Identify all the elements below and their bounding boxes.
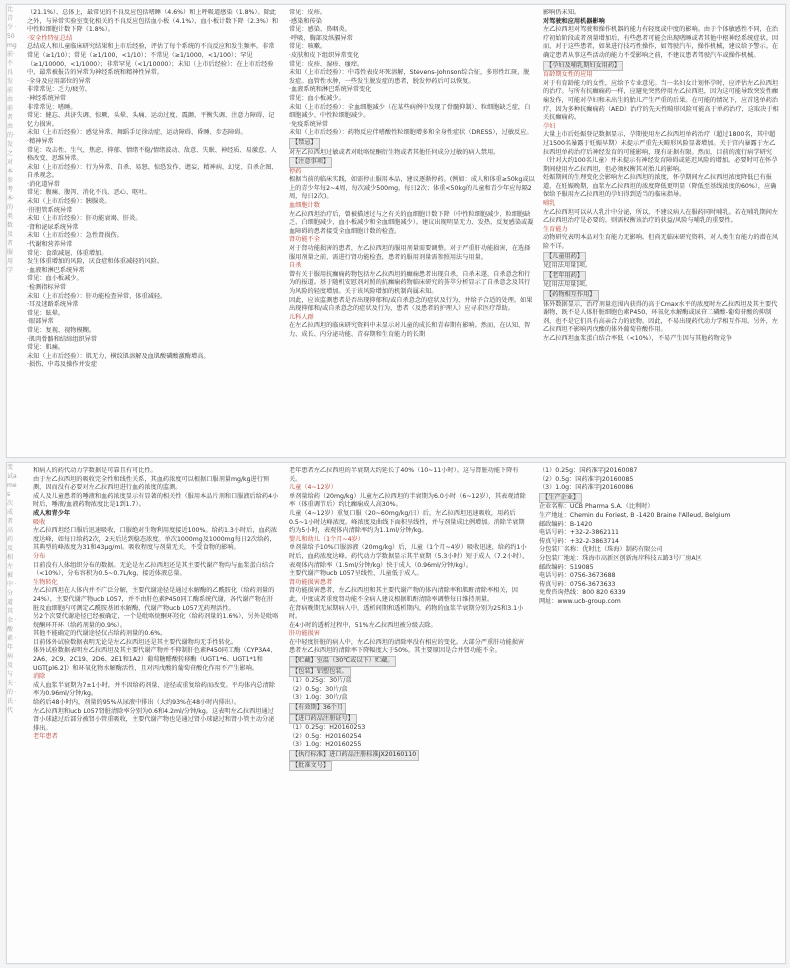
paragraph: 曾有关于服用抗癫痫药物包括左乙拉西坦的癫痫患者出现自杀，自杀未遂，自杀意念和行为的报道。基于随机安慰剂对照的抗癫痫药物临床研究的荟萃分析显示了自杀意念及其行为风险的轻度增加。关于该风险增加的机制尚属未知。 (289, 270, 531, 295)
column-right (539, 467, 779, 959)
paragraph: 根据当前的临床实践，如需停止服用本品，建议逐渐停药。(例如：成人和体重≥50kg或以上的青少年每2~4周，每次减少500mg，每日2次；体重<50kg的儿童和青少年应每隔2周，每日2次)。 (289, 176, 535, 201)
paragraph: 常见：感染、鼻咽炎。 (289, 26, 351, 34)
paragraph: 常见：皮疹。 (289, 9, 327, 16)
section-heading: 自杀 (289, 262, 302, 270)
paragraph: ·损伤、中毒及操作并发症 (27, 361, 98, 369)
paragraph: （3）1.0g：H20160255 (289, 741, 362, 749)
section-heading: 儿童（4~12岁） (289, 484, 337, 492)
paragraph: 未知（上市后经验）：感觉异常、舞蹈手足徐动症、运动障碍、昏睡、步态障碍。 (27, 129, 247, 137)
bracket-heading-label: 【批准文号】 (289, 761, 332, 772)
bracket-heading-label: 【老年用药】 (543, 271, 586, 282)
section-heading: 消除 (33, 673, 46, 681)
paragraph: 分包装厂名称：优时比（珠海）制药有限公司 (539, 546, 663, 554)
paragraph: 未知（上市后经验）：药物反应伴嗜酸性粒细胞增多和全身性症状（DRESS），过敏反应。 (289, 129, 533, 137)
paragraph: 未知（上市后经验）：肌无力，横纹肌溶解及血肌酸磷酸激酶增高。 (27, 352, 210, 360)
paragraph: ·免疫系统异常 (289, 120, 329, 128)
paragraph: 主要代谢产物ucb L057呈线性，儿童低于成人。 (289, 570, 423, 578)
paragraph: 未知（上市后经验）：胰腺炎。 (27, 198, 111, 206)
paragraph: 网址：www.ucb-group.com (539, 597, 621, 605)
paragraph: （3）1.0g：30片/盒 (289, 694, 348, 702)
paragraph: ·肌肉骨骼和结缔组织异常 (27, 335, 98, 343)
paragraph: 未知（上市后经验）：中毒性表皮坏死溶解，Stevens-Johnson综合征，多形性红斑，脱发症。血管性水肿，一些发生脱发症的患者，脱发停药后可以恢复。 (289, 69, 530, 85)
bracket-heading (539, 493, 779, 504)
bracket-heading (289, 656, 529, 667)
paragraph: 非常常见：乏力/疲劳。 (27, 86, 91, 94)
paragraph: 未知（上市后经验）：全血细胞减少（在某些病例中发现了骨髓抑制）、粒细胞缺乏症，白细胞减少、中性粒细胞减少。 (289, 103, 531, 120)
paragraph: 常见：肌痛。 (27, 344, 65, 352)
paragraph: 常见：血小板减少。 (289, 94, 345, 102)
column-middle (289, 9, 535, 453)
paragraph: 左乙拉西坦对驾驶和操作机器的能力有轻度或中度的影响。由于个体敏感性不同，在治疗初始阶段或者剂量增加后，有些患者可能会出现嗜睡或者其他中枢神经系统症状。因而，对于这些患者，如果进行技巧性操作，如驾驶汽车，操作机械，建议给予警示。在确定患者从事这些活动的能力不受影响之前，不建议患者驾驶汽车或操作机械。 (543, 26, 779, 59)
paragraph: 和病人的药代动力学数据是可靠且有可比性。 (33, 467, 157, 474)
bracket-heading-label: 【孕妇及哺乳期妇女用药】 (543, 61, 623, 72)
paragraph: ·血液和淋巴系统异常 (27, 266, 85, 274)
bracket-heading (289, 750, 529, 761)
paragraph: 给药后48小时内，剂量的95%从尿液中排出（大约93%在48小时内排出）。 (33, 699, 241, 707)
section-heading: 分布 (33, 552, 46, 560)
paragraph: 总结成人和儿童临床研究结果和上市后经验，评估了每个系统的不良反应和发生频率。非常常见（≥1/10）；常见（≥1/100，<1/10）；不常见（≥1/1000，<1/100）；罕见（≥1/10000，<1/1000）；非常罕见（<1/10000）；未知（上市后经验）：在上市后经验中，最常被报告的异常为神经系统和精神性异常。 (27, 43, 275, 77)
leaflet-scan-bottom (6, 462, 786, 964)
bracket-heading (543, 252, 781, 263)
section-heading: 老年患者 (33, 733, 58, 741)
paragraph: 目前没有人体组织分布的数据。无论是左乙拉西坦还是其主要代谢产物均与血浆蛋白结合（<10%），分布容积为0.5~0.7L/kg，接近体液总量。 (33, 561, 275, 578)
paragraph: ·全身及应用部位的异常 (27, 77, 91, 85)
paragraph: 肾功能损害患者，左乙拉西坦和其主要代谢产物的体内清除率和肌酐清除率相关，因此，中度或者重度肾功能不全病人建议根据肌酐清除率调整每日维持剂量。 (289, 587, 518, 603)
paragraph: 电话号码：+32-2-3862111 (539, 529, 619, 537)
paragraph: 左乙拉西坦经口服后迅速吸收，口服绝对生物利用度接近100%。给药1.3小时后，血药浓度达峰，如每日给药2次，2天后达到稳态浓度。单次1000mg及1000mg每日2次给药，其典型的峰浓度为31和43μg/ml。吸收程度与剂量无关，不受食物的影响。 (33, 527, 278, 552)
paragraph: 传真号码：+32-2-3863714 (539, 537, 619, 545)
paragraph: ·呼吸、胸部及纵膈异常 (289, 34, 353, 42)
bracket-heading-label: 【禁忌】 (289, 138, 320, 149)
paragraph: 在4小时的透析过程中，51%左乙拉西坦被分级去除。 (289, 621, 437, 629)
section-heading: 孕妇 (543, 122, 556, 130)
paragraph: 妊娠期间的生理变化会影响左乙拉西坦的浓度，怀孕期间左乙拉西坦浓度降低已有报道，在妊娠晚期，血浆左乙拉西坦的浓度降低更明显（降低至基线浓度的60%），应确保给予服用左乙拉西坦的孕妇得到适当的临床指导。 (543, 174, 777, 199)
paragraph: 在肾病晚期无尿期病人中，透析间期和透析期内，药物的血浆半衰期分别为25和3.1小时。 (289, 604, 524, 621)
paragraph: 成人血浆半衰期为7±1小时，并不因给药剂量、途径或重复给药而改变。平均体内总清除率为0.96ml/分钟/kg。 (33, 681, 275, 698)
paragraph: 邮政编码：B-1420 (539, 520, 593, 528)
paragraph: ·神经系统异常 (27, 94, 67, 102)
paragraph: 传真号码：0756-3673633 (539, 580, 616, 588)
paragraph: 体外试验数据表明左乙拉西坦及其主要代谢产物并不抑制肝色素P450同工酶（CYP3A4、2A6、2C9、2C19、2D6、2E1和1A2）葡萄糖醛酸转移酶（UGT1*6、UGT1*1和UGT[pl6.2]）和环氧化物水解酶活性，且对丙戊酸的葡萄苷酸化作用不产生影响。 (33, 647, 277, 672)
paragraph: （21.1%）、总体上，最常见的不良反应包括嗜睡（4.6%）和上呼吸道感染（1.8%）。除此之外，与异常实验室变化相关的不良反应包括血小板（4.1%）、血小板计数下降（2.3%）和中性粒细胞计数下降（1.8%）。 (27, 9, 279, 34)
bracket-heading (543, 271, 781, 282)
paragraph: （2）0.5g：国药准字J20160085 (539, 475, 634, 483)
paragraph: ·血液系统和淋巴系统异常变化 (289, 86, 372, 94)
paragraph: 常见：咳嗽。 (289, 43, 327, 51)
paragraph: 大量上市后妊娠登记数据显示，孕期使用左乙拉西坦单药治疗（超过1800名，其中超过1500名暴露于妊娠早期）未提示严重先天畸形风险显著增加。关于宫内暴露于左乙拉西坦单药治疗后神经发育的可能影响，现有证据有限。然而，目前的流行病学研究（针对大约100名儿童）并未提示有神经发育障碍或延迟风险的增加。必要时可在怀孕期间使用左乙拉西坦，但必须权衡其对胎儿的影响。 (543, 131, 778, 173)
bracket-heading (289, 138, 535, 149)
bracket-heading-label: 【执行标准】进口药品注册标准JX20160110 (289, 750, 419, 761)
paragraph: 左乙拉西坦血浆蛋白结合率低（<10%），不易产生因与其他药物竞争 (543, 334, 733, 342)
paragraph: ·肾和泌尿系统异常 (27, 223, 79, 231)
paragraph: 左乙拉西坦可以从人乳汁中分泌，所以，不建议病人在服药同时哺乳。若在哺乳期间左乙拉西坦治疗是必要的，则需权衡该治疗的获益/风险与哺乳的重要性。 (543, 208, 779, 225)
paragraph: （3）1.0g：国药准字J20160086 (539, 484, 634, 492)
paragraph: （2）0.5g：30片/盒 (289, 685, 348, 693)
column-middle (289, 467, 529, 959)
paragraph: （1）0.25g：H20160253 (289, 724, 366, 732)
paragraph: 左乙拉西坦治疗后，曾被描述过与之有关的血细胞计数下降（中性粒细胞减少、粒细胞缺乏、白细胞减少、血小板减少和全血细胞减少）。建议出现明显无力、发热、反复感染或凝血障碍的患者接受全血细胞计数的检查。 (289, 210, 534, 235)
paragraph: 常见：皮疹、湿疹、瘙痒。 (289, 60, 364, 68)
paragraph: 生产地址：Chemin du Foriest, B -1420 Braine l'Alleud, Belgium (539, 511, 731, 519)
paragraph: 邮政编码：519085 (539, 563, 594, 571)
paragraph: 电话号码：0756-3673688 (539, 572, 616, 580)
paragraph: 其他不能确定的代谢途径仅占给药剂量的0.6%。 (33, 630, 167, 638)
section-heading: 停药 (289, 167, 302, 175)
paragraph: 单剂量给药（20mg/kg）儿童左乙拉西坦的半衰期为6.0小时（6~12岁），其表观清除率（体重调节后）约比癫痫成人高30%。 (289, 492, 526, 509)
paragraph: 常见：健忘、共济失调、惊厥、头晕、头痛、运动过度、震颤、平衡失调、注意力障碍、记忆力损害。 (27, 112, 275, 128)
paragraph: 非常常见：嗜睡。 (27, 103, 77, 111)
bracket-heading-label: 【有效期】36个月 (289, 703, 346, 714)
column-right (543, 9, 781, 453)
bracket-heading-label: 【注意事项】 (289, 157, 332, 168)
paragraph: 企业名称：UCB Pharma S.A.（比利时） (539, 503, 654, 511)
paragraph: 分包装厂地址：珠海市高新区创新海岸科技五路3号厂房A区 (539, 554, 702, 562)
section-heading: 儿科人群 (289, 313, 314, 321)
bracket-heading (289, 157, 535, 168)
paragraph: 未知（上市后经验）：行为异常、自杀、易怒、惊恐发作、谵妄、精神病、幻觉、自杀企图、自杀观念。 (27, 163, 278, 180)
section-heading: 生物转化 (33, 578, 58, 586)
paragraph: 儿童（4~12岁）重复口服（20~60mg/kg/日）后，左乙拉西坦迅速吸收，用药后0.5~1小时达峰浓度。峰浓度及曲线下面积呈线性，并与剂量成比例增加。消除半衰期约为5小时，表观体内清除率约为1.1ml/分钟/kg。 (289, 509, 525, 535)
paragraph: 对于肾功能损害的患者，左乙拉西坦的服用剂量需要调整。对于严重肝功能损害，在选择服用剂量之前，需进行肾功能检查，患者的服用剂量需参照用法与用量。 (289, 245, 531, 261)
paragraph: 目前体外试验数据表明无论是左乙拉西坦还是其主要代谢物均无手性转化。 (33, 638, 238, 646)
bracket-heading-label: 【贮藏】室温（30℃或以下）贮藏。 (289, 656, 396, 667)
paragraph: （1）0.25g：30片/盒 (289, 677, 352, 685)
paragraph: 常见：食欲减退、体重增加。 (27, 249, 108, 257)
paragraph: 常见：攻击性、生气、焦虑、抑郁、情绪不稳/情绪波动、敌意、失眠、神经质、易激惹、人格改变、思维异常。 (27, 146, 277, 163)
section-heading: 吸收 (33, 518, 46, 526)
paragraph: 对左乙拉西坦过敏或者对吡咯烷酮衍生物或者其他任何成分过敏的病人禁用。 (289, 148, 500, 156)
paragraph: 常见：腹痛、腹泻、消化不良、恶心、呕吐。 (27, 189, 151, 197)
paragraph: 见[用法用量]项。 (543, 281, 592, 289)
section-heading: 婴儿和幼儿（1个月~4岁） (289, 535, 364, 543)
paragraph: （1）0.25g：国药准字J20160087 (539, 467, 638, 474)
section-heading: ·安全性特征总结 (27, 34, 73, 42)
paragraph: 因此，应该监测患者是否出现抑郁和/或自杀意念的症状及行为，并给予合适的处理。如果出现抑郁和/或自杀意念的症状及行为，患者（及患者的护理人）应寻求医疗帮助。 (289, 296, 533, 313)
paragraph: 对于有育龄能力的女性，应给予专业意见。当一名妇女计划怀孕时，应评估左乙拉西坦的治疗。与所有抗癫痫药一样，应避免突然停用左乙拉西坦，因为这可能导致突发性癫痫发作，可能对孕妇和未出生的胎儿产生严重的后果。在可能的情况下，应首选单药治疗，因为多种抗癫痫药（AED）治疗的先天性畸形风险可能高于单药治疗，这取决于相关抗癫痫药。 (543, 79, 779, 122)
paragraph: ·代谢和营养异常 (27, 241, 73, 249)
paragraph: ·眼部异常 (27, 318, 54, 326)
paragraph: 在中轻度肝脏的病人中，左乙拉西坦的清除率没有相应的变化。大部分严重肝功能损害患者左乙拉西坦的清除率下降幅度大于50%，其主要原因是合并肾功能不全。 (289, 638, 525, 655)
paragraph: 动物研究表明本品对生育能力无影响。但尚无临床研究资料，对人类生育能力的潜在风险不详。 (543, 234, 779, 251)
column-left (27, 9, 279, 453)
paragraph: 单剂量给予10%口服溶液（20mg/kg）后，儿童（1个月~4岁）吸收迅速，给药约1小时后，血药浓度达峰。药代动力学数据显示其半衰期（5.3小时）短于成人（7.2小时），表观体内清除率（1.5ml/分钟/kg）快于成人（0.96ml/分钟/kg）。 (289, 544, 529, 569)
paragraph: 老年患者左乙拉西坦的半衰期大约延长了40%（10~11小时）。这与肾脏功能下降有关。 (289, 467, 519, 483)
section-heading: 生育能力 (543, 225, 568, 233)
bracket-heading-label: 【进口药品注册证号】 (289, 714, 357, 725)
bracket-heading-label: 【儿童用药】 (543, 252, 586, 263)
section-heading: 肾功能损害患者 (289, 578, 333, 586)
paragraph: （2）0.5g：H20160254 (289, 732, 362, 740)
paragraph: ·肝胆管系统异常 (27, 206, 73, 214)
section-heading: 肾功能不全 (289, 236, 320, 244)
section-heading: 成人和青少年 (33, 509, 71, 517)
section-heading: 哺乳 (543, 200, 556, 208)
bracket-heading (289, 703, 529, 714)
left-edge-fragment: 变试ames 次成者高药及相左被中 ·分道 其余 ·酸素 ·年病 及与天 ·的 ·氏 ·代 (7, 464, 17, 714)
section-heading: 血细胞计数 (289, 202, 320, 210)
paragraph: 发生体重增加的风险，厌食症和体重减轻的风险。 (27, 258, 164, 266)
bracket-heading (289, 761, 529, 772)
paragraph: 由于左乙拉西坦的吸收完全性和线性关系，其血药浓度可以根据口服剂量mg/kg进行预测，因而没有必要对左乙拉西坦进行血药浓度的监测。 (33, 475, 270, 492)
paragraph: 左乙拉西坦在人体内并不广泛分解，主要代谢途径是通过水解酶的乙酰胺化（给药剂量的24%），主要代谢产物ucb L057，并不由肝色素P450同工酶系统代谢，各代谢产物在肝脏及血细胞内可测定乙酰胺基团水解酶，代谢产物ucb L057无药理活性。 (33, 587, 275, 612)
paragraph: ·皮肤和皮下组织异常变化 (289, 51, 360, 59)
paragraph: ·检测指标异常 (27, 284, 67, 291)
paragraph: 见[用法用量]项。 (543, 262, 592, 270)
bracket-heading-label: 【生产企业】 (539, 493, 582, 504)
paragraph: ·消化道异常 (27, 180, 60, 188)
bracket-heading (543, 61, 781, 72)
bracket-heading-label: 【药物相互作用】 (543, 290, 599, 301)
bracket-heading (543, 290, 781, 301)
bracket-heading (289, 667, 529, 678)
leaflet-scan-top (6, 4, 786, 458)
paragraph: ·耳及迷路系统异常 (27, 301, 79, 309)
paragraph: 未知（上市后经验）：肝功能衰竭、肝炎。 (27, 215, 142, 223)
paragraph: 免费咨询热线：800 820 6339 (539, 589, 626, 597)
bracket-heading (289, 714, 529, 725)
paragraph: ·精神异常 (27, 137, 54, 145)
left-edge-fragment: 比青少 ·50mg 前·不良发前由前者由的·发之对本参考本·的类数及者服用学 (7, 6, 17, 274)
paragraph: 常见：眩晕。 (27, 309, 65, 317)
section-heading: 肝功能损害 (289, 630, 320, 638)
bracket-heading-label: 【包装】铝塑包装。 (289, 667, 351, 678)
section-heading: 对驾驶和应用机器影响 (543, 17, 605, 25)
paragraph: 左乙拉西坦和ucb L057肾脏清除率分别为0.6和4.2ml/分钟/kg。这表明左乙拉西坦通过肾小球滤过后部分被肾小管重吸收，主要代谢产物也是通过肾小球滤过和肾小管主动分泌排出。 (33, 707, 275, 732)
paragraph: ·感染和传染 (289, 17, 322, 25)
column-left (33, 467, 279, 959)
paragraph: 另2个次要代谢途径已经被确定，一个是吡咯烷酮环羟化（给药剂量的1.6%），另外是吡咯烷酮环开环（给药剂量的0.9%）。 (33, 613, 279, 629)
paragraph: 常见：血小板减少。 (27, 275, 83, 283)
paragraph: 成人及儿童患者的唾液和血药浓度显示有显著的相关性（服用本品片剂和口服液后给药4小时后，唾液/血液药物浓度比是1到1.7）。 (33, 492, 279, 509)
paragraph: 影响仍未知。 (543, 9, 581, 16)
section-heading: 育龄期女性的应用 (543, 71, 593, 79)
paragraph: 在左乙拉西坦的临床研究资料中未显示对儿童的成长和青春期有影响。然而，在认知、智力、成长、内分泌功能、青春期和生育能力的长期 (289, 322, 531, 338)
paragraph: 未知（上市后经验）：肝功能检查异常、体重减轻。 (27, 292, 167, 300)
paragraph: 体外数据显示，治疗剂量范围内获得的高于Cmax水平的浓度时左乙拉西坦及其主要代谢物，既不是人体肝脏细胞色素P450、环氧化水解酶或尿苷二磷酸-葡萄苷酸的抑制剂，也不是它们具有高亲合力的底物。因此，不易出现药代动力学相互作用。另外，左乙拉西坦不影响丙戊酸的体外葡萄苷酸作用。 (543, 300, 779, 334)
paragraph: 常见：复视、视物模糊。 (27, 326, 96, 334)
paragraph: 未知（上市后经验）：急性肾损伤。 (27, 232, 123, 240)
